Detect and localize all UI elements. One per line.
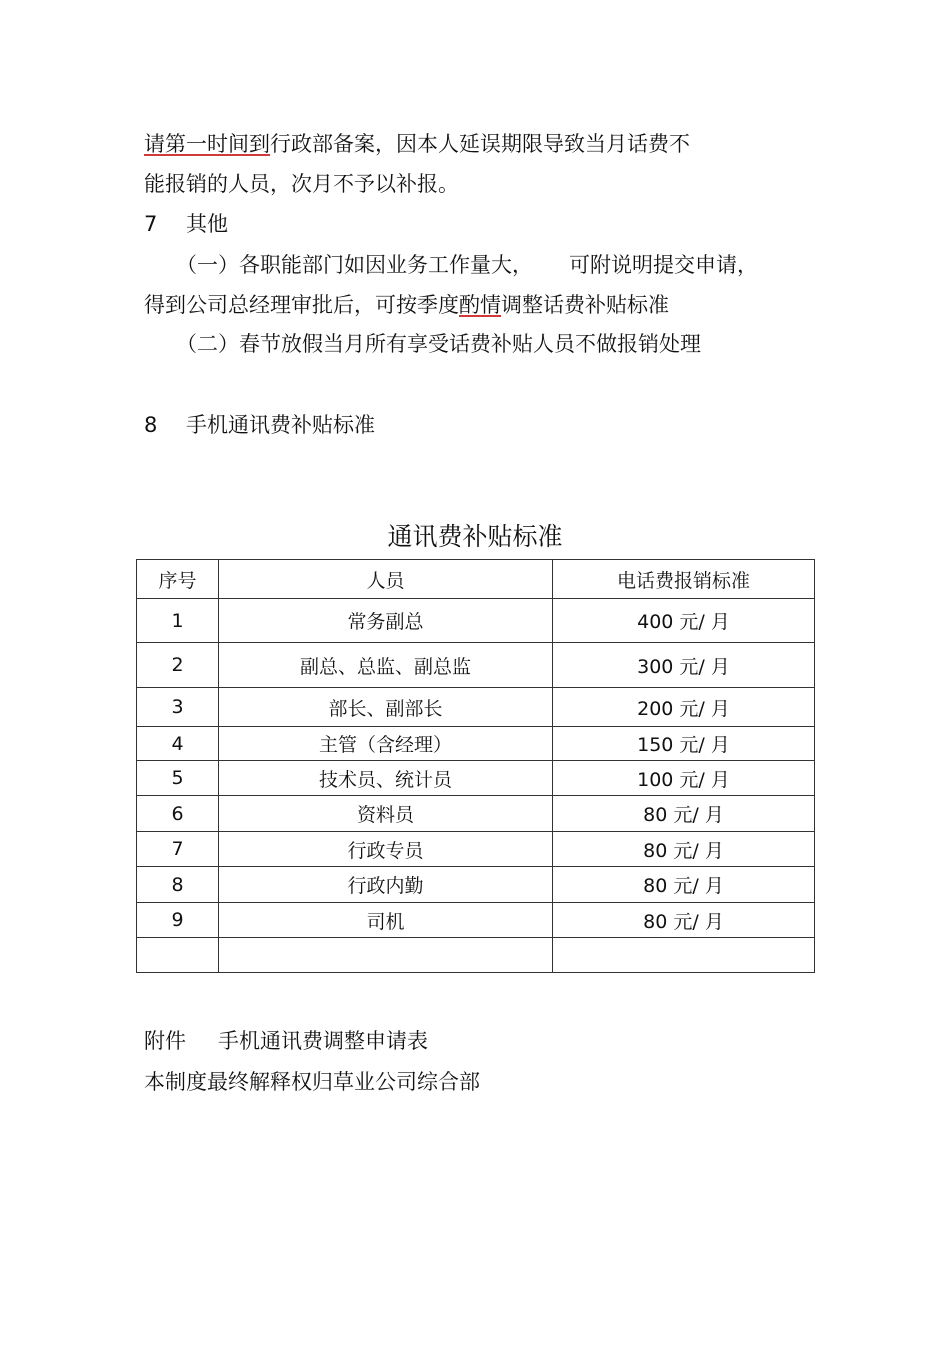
cell-standard: 200 元/ 月 [553, 688, 815, 727]
section-number: 8 [144, 413, 158, 437]
table-header-row [137, 560, 815, 599]
cell-index: 7 [137, 832, 219, 867]
section-8-heading [144, 411, 375, 439]
header-cell-personnel: 人员 [219, 560, 553, 599]
final-note: 本制度最终解释权归草业公司综合部 [144, 1070, 480, 1094]
cell-standard: 150 元/ 月 [553, 727, 815, 761]
cell-index: 4 [137, 727, 219, 761]
cell-index: 3 [137, 688, 219, 727]
paragraph-line-2: 能报销的人员，次月不予以补报。 [144, 172, 459, 196]
cell-standard: 80 元/ 月 [553, 832, 815, 867]
cell-personnel: 行政内勤 [219, 867, 553, 903]
cell-personnel: 主管（含经理） [219, 727, 553, 761]
cell-standard: 300 元/ 月 [553, 643, 815, 688]
paragraph-line-1 [144, 130, 690, 158]
cell-index: 8 [137, 867, 219, 903]
paragraph-text: 行政部备案，因本人延误期限导致当月话费不 [270, 132, 690, 156]
cell-personnel: 技术员、统计员 [219, 761, 553, 796]
cell-standard: 100 元/ 月 [553, 761, 815, 796]
section-7-heading [144, 210, 228, 238]
table-row-empty [137, 938, 815, 973]
item-text: 调整话费补贴标准 [501, 293, 669, 317]
item-text-continued: 可附说明提交申请， [569, 253, 758, 277]
cell-personnel: 常务副总 [219, 599, 553, 643]
cell-index: 6 [137, 796, 219, 832]
cell-standard: 80 元/ 月 [553, 867, 815, 903]
cell-index [137, 938, 219, 973]
cell-standard: 400 元/ 月 [553, 599, 815, 643]
table-row [137, 867, 815, 903]
cell-personnel: 部长、副部长 [219, 688, 553, 727]
cell-personnel: 行政专员 [219, 832, 553, 867]
cell-index: 2 [137, 643, 219, 688]
cell-personnel: 副总、总监、副总监 [219, 643, 553, 688]
attachment-label: 附件 [144, 1029, 186, 1053]
table-row [137, 643, 815, 688]
table-row [137, 796, 815, 832]
cell-personnel: 司机 [219, 903, 553, 938]
underlined-text: 酌情 [459, 293, 501, 317]
attachment-line [144, 1027, 428, 1055]
table-title: 通讯费补贴标准 [387, 522, 563, 551]
cell-personnel [219, 938, 553, 973]
cell-standard [553, 938, 815, 973]
table-row [137, 727, 815, 761]
header-cell-standard: 电话费报销标准 [553, 560, 815, 599]
subsidy-table [136, 559, 815, 973]
table-row [137, 761, 815, 796]
item-text: （一）各职能部门如因业务工作量大， [176, 253, 533, 277]
section-title: 其他 [186, 212, 228, 236]
table-row [137, 832, 815, 867]
section-7-item-2: （二）春节放假当月所有享受话费补贴人员不做报销处理 [176, 332, 701, 356]
cell-index: 5 [137, 761, 219, 796]
section-number: 7 [144, 212, 158, 236]
underlined-text: 请第一时间到 [144, 132, 270, 156]
attachment-name: 手机通讯费调整申请表 [218, 1029, 428, 1053]
table-row [137, 688, 815, 727]
cell-standard: 80 元/ 月 [553, 796, 815, 832]
cell-standard: 80 元/ 月 [553, 903, 815, 938]
item-text: 得到公司总经理审批后，可按季度 [144, 293, 459, 317]
section-7-item-1-continued [144, 291, 669, 319]
cell-personnel: 资料员 [219, 796, 553, 832]
section-title: 手机通讯费补贴标准 [186, 413, 375, 437]
cell-index: 9 [137, 903, 219, 938]
table-row [137, 599, 815, 643]
cell-index: 1 [137, 599, 219, 643]
table-row [137, 903, 815, 938]
section-7-item-1 [176, 251, 758, 279]
header-cell-index: 序号 [137, 560, 219, 599]
